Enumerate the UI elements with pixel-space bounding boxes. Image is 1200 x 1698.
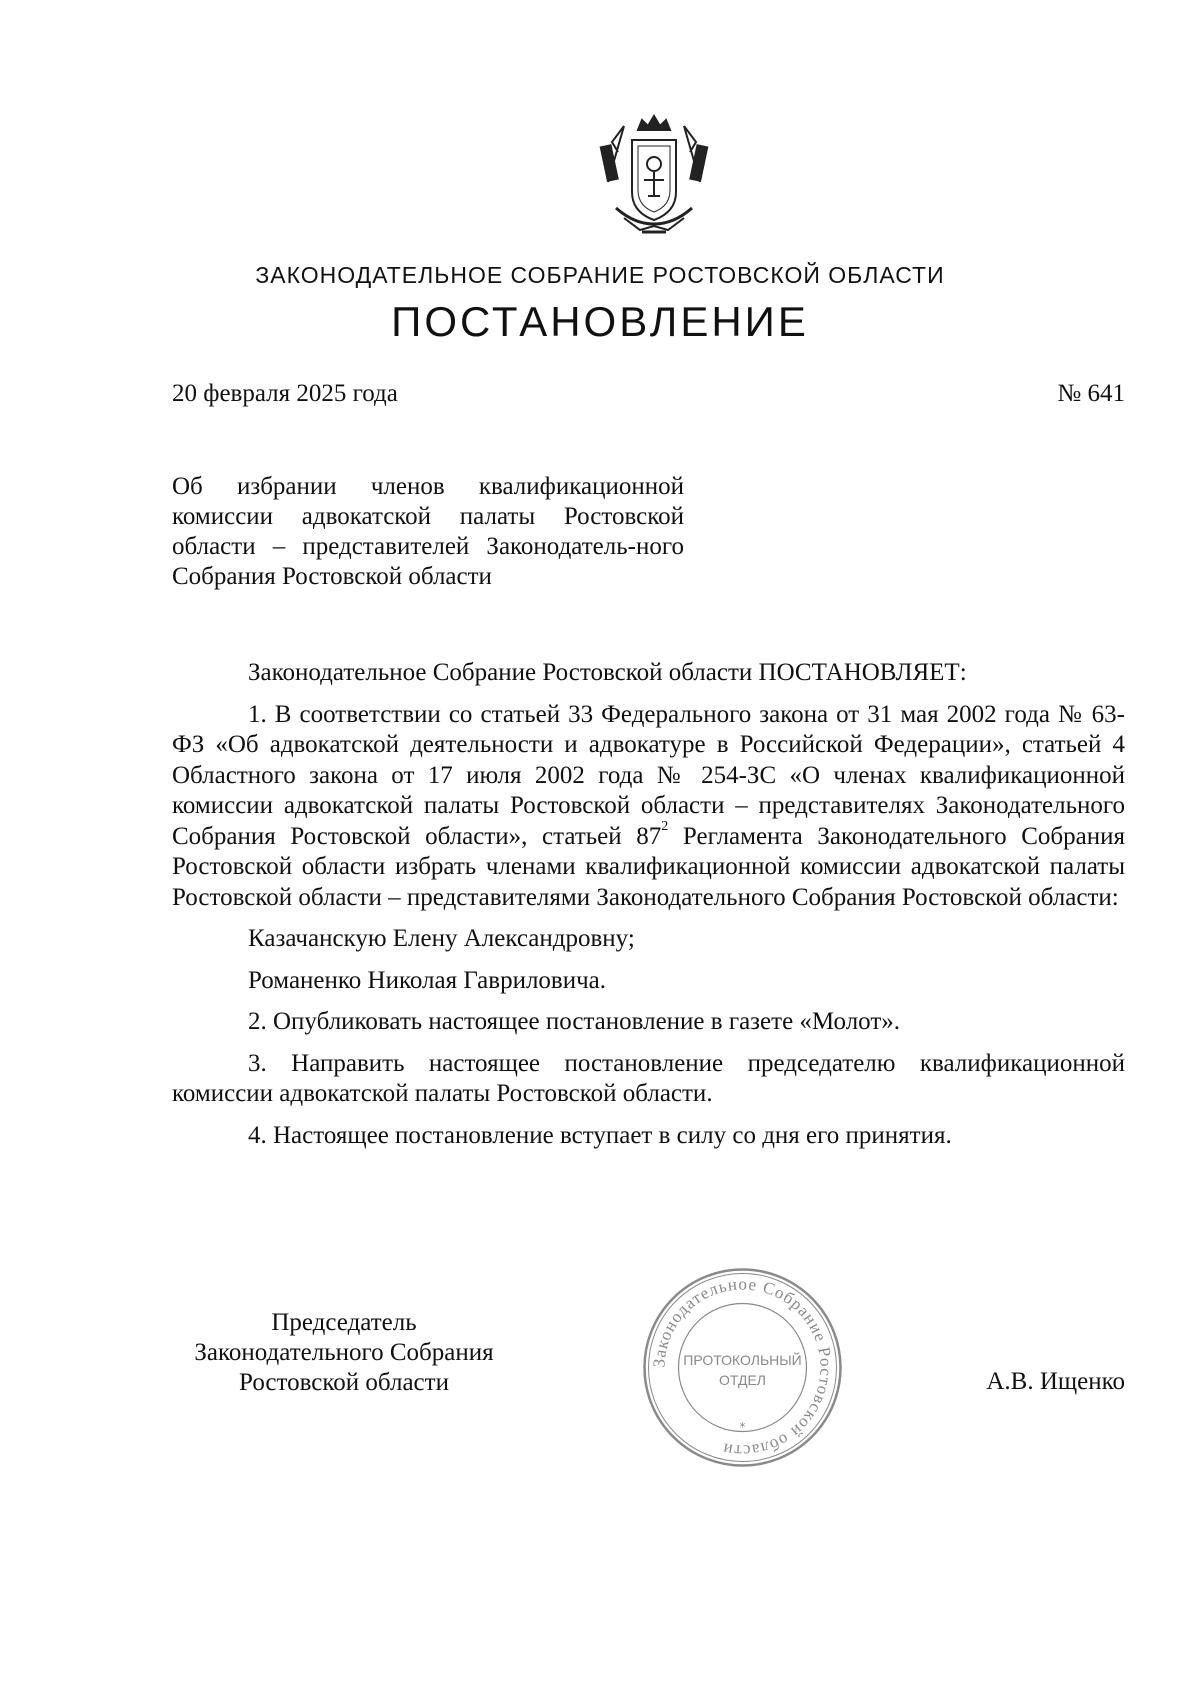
item-4: 4. Настоящее постановление вступает в силу со дня его принятия. — [248, 1121, 952, 1149]
organization-name: ЗАКОНОДАТЕЛЬНОЕ СОБРАНИЕ РОСТОВСКОЙ ОБЛАСТИ — [255, 262, 945, 288]
coat-of-arms-icon — [594, 112, 714, 242]
elected-member-2: Романенко Николая Гавриловича. — [248, 966, 607, 994]
stamp-star-icon: * — [739, 1420, 746, 1434]
item-1-text: 1. В соответствии со статьей 33 Федерального закона от 31 мая 2002 года № 63-ФЗ «Об адвокатской деятельности и адвокатуре в Российской Федерации», статьей 4 Областного закона от 17 июля 2002 года № 254-ЗС «О членах квалификационной комиссии адвокатской палаты Ростовской области – представителях Законодательного Собрания Ростовской области», статьей 87 — [172, 700, 1125, 850]
official-stamp — [640, 1265, 845, 1470]
stamp-ring-text: Законодательное Собрание Ростовской области — [649, 1274, 836, 1461]
document-body — [172, 658, 1125, 1162]
elected-member-1: Казачанскую Елену Александровну; — [248, 925, 635, 952]
item-1-continuation: Регламента Законодательного Собрания Ростовской области избрать членами квалификационной комиссии адвокатской палаты Ростовской области – представителями Законодательного Собрания Ростовской области: — [172, 822, 1125, 911]
document-subject: Об избрании членов квалификационной комиссии адвокатской палаты Ростовской области – представителей Законодатель-ного Собрания Ростовской области — [172, 473, 684, 590]
item-2: 2. Опубликовать настоящее постановление в газете «Молот». — [248, 1008, 901, 1035]
stamp-center-line-1: ПРОТОКОЛЬНЫЙ — [683, 1352, 802, 1368]
document-type-title: ПОСТАНОВЛЕНИЕ — [391, 298, 809, 345]
item-1 — [172, 700, 1125, 914]
item-1-superscript: 2 — [661, 818, 669, 834]
preamble: Законодательное Собрание Ростовской области ПОСТАНОВЛЯЕТ: — [248, 659, 967, 686]
signer-title-line: Председатель — [271, 1309, 417, 1336]
document-date: 20 февраля 2025 года — [172, 380, 398, 407]
signer-title — [172, 1308, 516, 1398]
signer-title-line: Законодательного Собрания — [194, 1339, 494, 1366]
signer-name: А.В. Ищенко — [986, 1368, 1125, 1395]
signer-title-line: Ростовской области — [239, 1369, 449, 1396]
document-number: № 641 — [1057, 380, 1125, 407]
stamp-center-line-2: ОТДЕЛ — [719, 1372, 766, 1388]
item-3: 3. Направить настоящее постановление председателю квалификационной комиссии адвокатской палаты Ростовской области. — [172, 1049, 1125, 1107]
